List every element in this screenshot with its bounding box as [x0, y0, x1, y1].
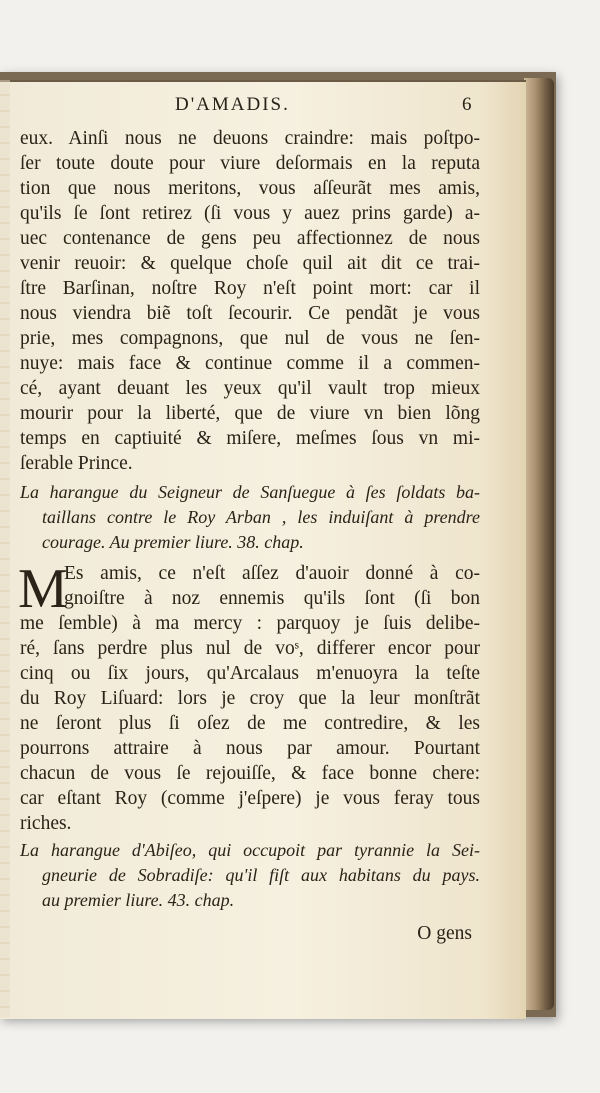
heading-line: taillans contre le Roy Arban , les induiſant à prendre — [42, 507, 480, 527]
heading-line: au premier liure. 43. chap. — [42, 890, 235, 910]
heading-2 — [20, 838, 480, 913]
page-gutter — [0, 80, 10, 1017]
text-line: cinq ou ſix jours, qu'Arcalaus m'enuoyra la teſte — [20, 663, 480, 684]
text-line: pourrons attraire à nous par amour. Pourtant — [20, 738, 480, 759]
text-line: cé, ayant deuant les yeux qu'il vault trop mieux — [20, 378, 480, 399]
drop-capital: M — [18, 558, 68, 620]
text-line: nuye: mais face & continue comme il a commen- — [20, 353, 480, 374]
catchword: O gens — [417, 923, 472, 944]
text-line: Es amis, ce n'eſt aſſez d'auoir donné à co- — [64, 563, 480, 584]
page-header — [0, 94, 526, 120]
text-line: ré, ſans perdre plus nul de voˢ, differer encor pour — [20, 638, 480, 659]
text-line: tion que nous meritons, vous aſſeurãt mes amis, — [20, 178, 480, 199]
heading-line: gneurie de Sobradiſe: qu'il fiſt aux habitans du pays. — [42, 865, 480, 885]
paragraph-1 — [20, 126, 480, 476]
book-fore-edge — [524, 78, 554, 1010]
text-line: mourir pour la liberté, que de viure vn bien lõng — [20, 403, 480, 424]
text-line: gnoiſtre à noz ennemis qu'ils ſont (ſi bon — [64, 588, 480, 609]
text-line: chacun de vous ſe rejouiſſe, & face bonne chere: — [20, 763, 480, 784]
heading-1 — [20, 480, 480, 555]
text-line: nous viendra biẽ toſt ſecourir. Ce pendãt je vous — [20, 303, 480, 324]
text-line: me ſemble) à ma mercy : parquoy je ſuis delibe- — [20, 613, 480, 634]
page-number: 6 — [462, 94, 472, 115]
text-block — [20, 126, 480, 946]
text-line: ſerable Prince. — [20, 453, 133, 474]
text-line: eux. Ainſi nous ne deuons craindre: mais poſtpo- — [20, 128, 480, 149]
text-line: du Roy Liſuard: lors je croy que la leur monſtrãt — [20, 688, 480, 709]
running-head: D'AMADIS. — [175, 94, 290, 115]
text-line: venir reuoir: & quelque choſe quil ait dit ce trai- — [20, 253, 480, 274]
text-line: prie, mes compagnons, que nul de vous ne ſen- — [20, 328, 480, 349]
heading-line: courage. Au premier liure. 38. chap. — [42, 532, 304, 552]
paragraph-2 — [18, 558, 480, 836]
text-line: uec contenance de gens peu affectionnez de nous — [20, 228, 480, 249]
text-line: ſtre Barſinan, noſtre Roy n'eſt point mort: car il — [20, 278, 480, 299]
heading-line: La harangue d'Abiſeo, qui occupoit par tyrannie la Sei- — [20, 840, 480, 860]
text-line: temps en captiuité & miſere, meſmes ſous vn mi- — [20, 428, 480, 449]
text-line: ſer toute doute pour viure deſormais en la reputa — [20, 153, 480, 174]
text-line: qu'ils ſe ſont retirez (ſi vous y auez prins garde) a- — [20, 203, 480, 224]
text-line: ne ſeront plus ſi oſez de me contredire, & les — [20, 713, 480, 734]
text-line: riches. — [20, 813, 72, 834]
heading-line: La harangue du Seigneur de Sanſuegue à ſes ſoldats ba- — [20, 482, 480, 502]
text-line: car eſtant Roy (comme j'eſpere) je vous feray tous — [20, 788, 480, 809]
